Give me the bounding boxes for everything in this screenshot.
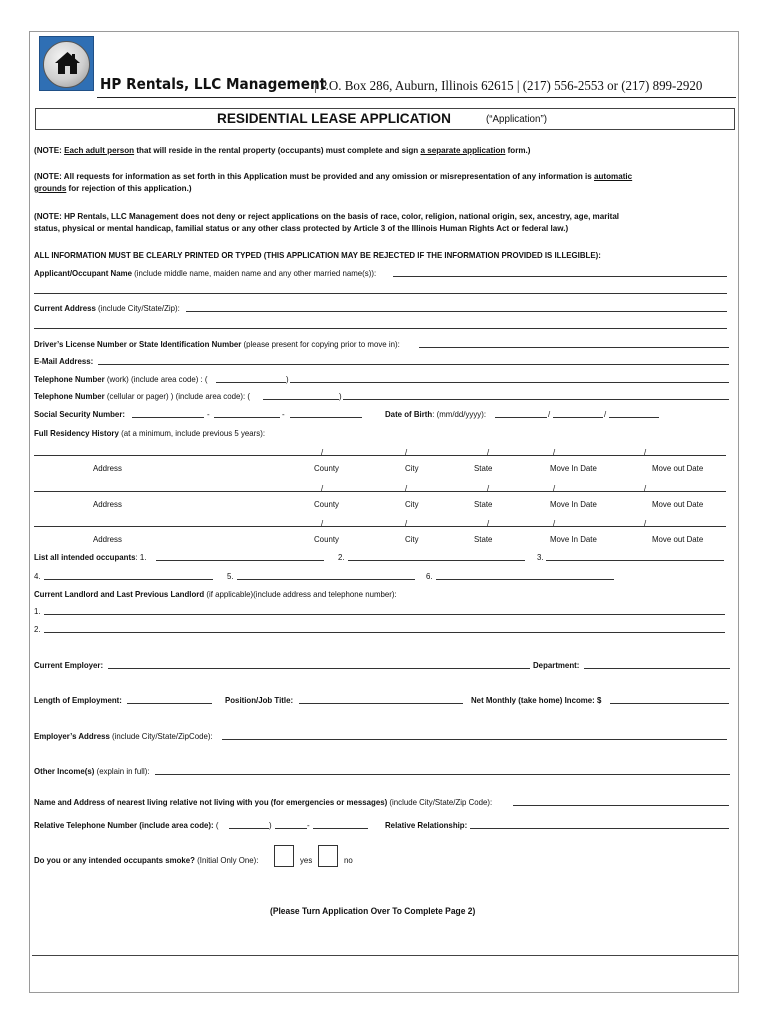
tel-cell-area-input[interactable] [263,399,339,400]
header-rule [97,97,736,98]
occupant-3-number: 3. [537,552,544,562]
tel-cell-label: Telephone Number (cellular or pager) ) (include area code): ( [34,391,250,401]
legibility-instruction: ALL INFORMATION MUST BE CLEARLY PRINTED OR TYPED (THIS APPLICATION MAY BE REJECTED IF THE INFORMATION PROVIDED IS ILLEGIBLE): [34,250,601,260]
residency-row-1-slash: / [487,447,490,457]
company-contact: | P.O. Box 286, Auburn, Illinois 62615 | (217) 556-2553 or (217) 899-2920 [314,78,703,93]
footer-rule [32,955,738,956]
smoke-yes-initial-box[interactable] [274,845,294,867]
residency-row-3-slash: / [405,518,408,528]
note-nondiscrimination: (NOTE: HP Rentals, LLC Management does not deny or reject applications on the basis of race, color, religion, national origin, sex, ancestry, age, marital status, physical or mental handicap, familial status or any other class protected by Article 3 of the Illinois Human Rights Act or federal law.) [34,211,620,233]
residency-row-3-slash: / [487,518,490,528]
relative-tel-area-input[interactable] [229,828,269,829]
employer-address-label: Employer’s Address (include City/State/ZipCode): [34,731,213,741]
company-logo [39,36,94,91]
residency-col-county: County [314,534,339,544]
landlord-label: Current Landlord and Last Previous Landlord (if applicable)(include address and telephone number): [34,589,397,599]
department-label: Department: [533,660,580,670]
position-input[interactable] [299,703,463,704]
occupant-4-input[interactable] [44,579,213,580]
residency-col-address: Address [93,499,122,509]
other-income-input[interactable] [155,774,730,775]
house-icon [54,51,81,75]
note-omission: (NOTE: All requests for information as set forth in this Application must be provided and any omission or misrepresentation of any information is automatic grounds for rejection of this application.) [34,171,633,193]
tel-work-input[interactable] [290,382,729,383]
tel-work-area-input[interactable] [216,382,286,383]
residency-row-2-slash: / [487,483,490,493]
occupants-label: List all intended occupants: 1. [34,552,147,562]
tel-cell-input[interactable] [343,399,729,400]
landlord-2-number: 2. [34,624,41,634]
residency-row-1-slash: / [405,447,408,457]
residency-row-2-slash: / [553,483,556,493]
residency-col-state: State [474,463,493,473]
landlord-1-input[interactable] [44,614,725,615]
current-address-label: Current Address (include City/State/Zip): [34,303,180,313]
residency-row-1-slash: / [644,447,647,457]
occupant-5-input[interactable] [237,579,415,580]
occupant-6-number: 6. [426,571,433,581]
residency-col-state: State [474,499,493,509]
residency-row-2-slash: / [644,483,647,493]
relative-tel-line-input[interactable] [313,828,368,829]
relative-label: Name and Address of nearest living relative not living with you (for emergencies or messages) (include City/State/Zip Code): [34,797,493,807]
income-input[interactable] [610,703,729,704]
employer-input[interactable] [108,668,530,669]
residency-col-address: Address [93,534,122,544]
form-title: RESIDENTIAL LEASE APPLICATION [217,111,451,126]
dob-slash-2: / [604,409,607,419]
relative-tel-paren: ) [269,820,272,830]
income-label: Net Monthly (take home) Income: $ [471,695,602,705]
applicant-name-input-2[interactable] [34,293,727,294]
relative-tel-label: Relative Telephone Number (include area code): ( [34,820,219,830]
license-input[interactable] [419,347,729,348]
length-employment-label: Length of Employment: [34,695,122,705]
occupant-1-input[interactable] [156,560,324,561]
dob-day-input[interactable] [553,417,603,418]
smoke-no-label: no [344,855,353,865]
position-label: Position/Job Title: [225,695,294,705]
residency-row-2-input[interactable] [34,491,726,492]
relative-relationship-input[interactable] [470,828,729,829]
residency-col-move-out: Move out Date [652,499,704,509]
residency-row-1-input[interactable] [34,455,726,456]
residency-col-city: City [405,463,419,473]
tel-work-label: Telephone Number (work) (include area code) : ( [34,374,208,384]
residency-col-city: City [405,499,419,509]
residency-row-3-slash: / [644,518,647,528]
residency-row-2-slash: / [405,483,408,493]
employer-label: Current Employer: [34,660,104,670]
applicant-name-input[interactable] [393,276,727,277]
current-address-input-2[interactable] [34,328,727,329]
residency-col-move-out: Move out Date [652,463,704,473]
dob-year-input[interactable] [609,417,659,418]
ssn-part2-input[interactable] [214,417,280,418]
dob-month-input[interactable] [495,417,547,418]
landlord-1-number: 1. [34,606,41,616]
department-input[interactable] [584,668,730,669]
residency-col-move-out: Move out Date [652,534,704,544]
tel-cell-paren: ) [339,391,342,401]
relative-relationship-label: Relative Relationship: [385,820,468,830]
landlord-2-input[interactable] [44,632,725,633]
occupant-6-input[interactable] [436,579,614,580]
smoke-label: Do you or any intended occupants smoke? (Initial Only One): [34,855,259,865]
other-income-label: Other Income(s) (explain in full): [34,766,150,776]
residency-label: Full Residency History (at a minimum, include previous 5 years): [34,428,266,438]
residency-col-move-in: Move In Date [550,463,597,473]
occupant-4-number: 4. [34,571,41,581]
note-occupants: (NOTE: Each adult person that will reside in the rental property (occupants) must complete and sign a separate application form.) [34,145,531,155]
length-employment-input[interactable] [127,703,212,704]
residency-row-1-slash: / [321,447,324,457]
residency-col-address: Address [93,463,122,473]
form-subtitle: (“Application”) [486,114,547,125]
employer-address-input[interactable] [222,739,727,740]
occupant-2-number: 2. [338,552,345,562]
current-address-input[interactable] [186,311,727,312]
relative-input[interactable] [513,805,729,806]
relative-tel-dash: - [307,820,310,830]
ssn-dash-2: - [282,409,285,419]
dob-label: Date of Birth: (mm/dd/yyyy): [385,409,487,419]
ssn-dash-1: - [207,409,210,419]
dob-slash-1: / [548,409,551,419]
residency-col-move-in: Move In Date [550,534,597,544]
tel-work-paren: ) [286,374,289,384]
residency-row-1-slash: / [553,447,556,457]
smoke-yes-label: yes [300,855,313,865]
residency-col-state: State [474,534,493,544]
email-label: E-Mail Address: [34,356,94,366]
turn-over-note: (Please Turn Application Over To Complete Page 2) [270,906,476,916]
residency-col-county: County [314,499,339,509]
applicant-name-label: Applicant/Occupant Name (include middle name, maiden name and any other married name(s)): [34,268,377,278]
residency-row-3-slash: / [321,518,324,528]
occupant-3-input[interactable] [546,560,724,561]
smoke-no-initial-box[interactable] [318,845,338,867]
ssn-label: Social Security Number: [34,409,126,419]
license-label: Driver’s License Number or State Identification Number (please present for copying prior to move in): [34,339,400,349]
company-name: HP Rentals, LLC Management [100,76,327,93]
occupant-5-number: 5. [227,571,234,581]
residency-row-3-input[interactable] [34,526,726,527]
residency-col-county: County [314,463,339,473]
relative-tel-prefix-input[interactable] [275,828,307,829]
residency-row-3-slash: / [553,518,556,528]
occupant-2-input[interactable] [348,560,525,561]
ssn-part1-input[interactable] [132,417,204,418]
ssn-part3-input[interactable] [290,417,362,418]
email-input[interactable] [98,364,729,365]
residency-row-2-slash: / [321,483,324,493]
residency-col-move-in: Move In Date [550,499,597,509]
residency-col-city: City [405,534,419,544]
